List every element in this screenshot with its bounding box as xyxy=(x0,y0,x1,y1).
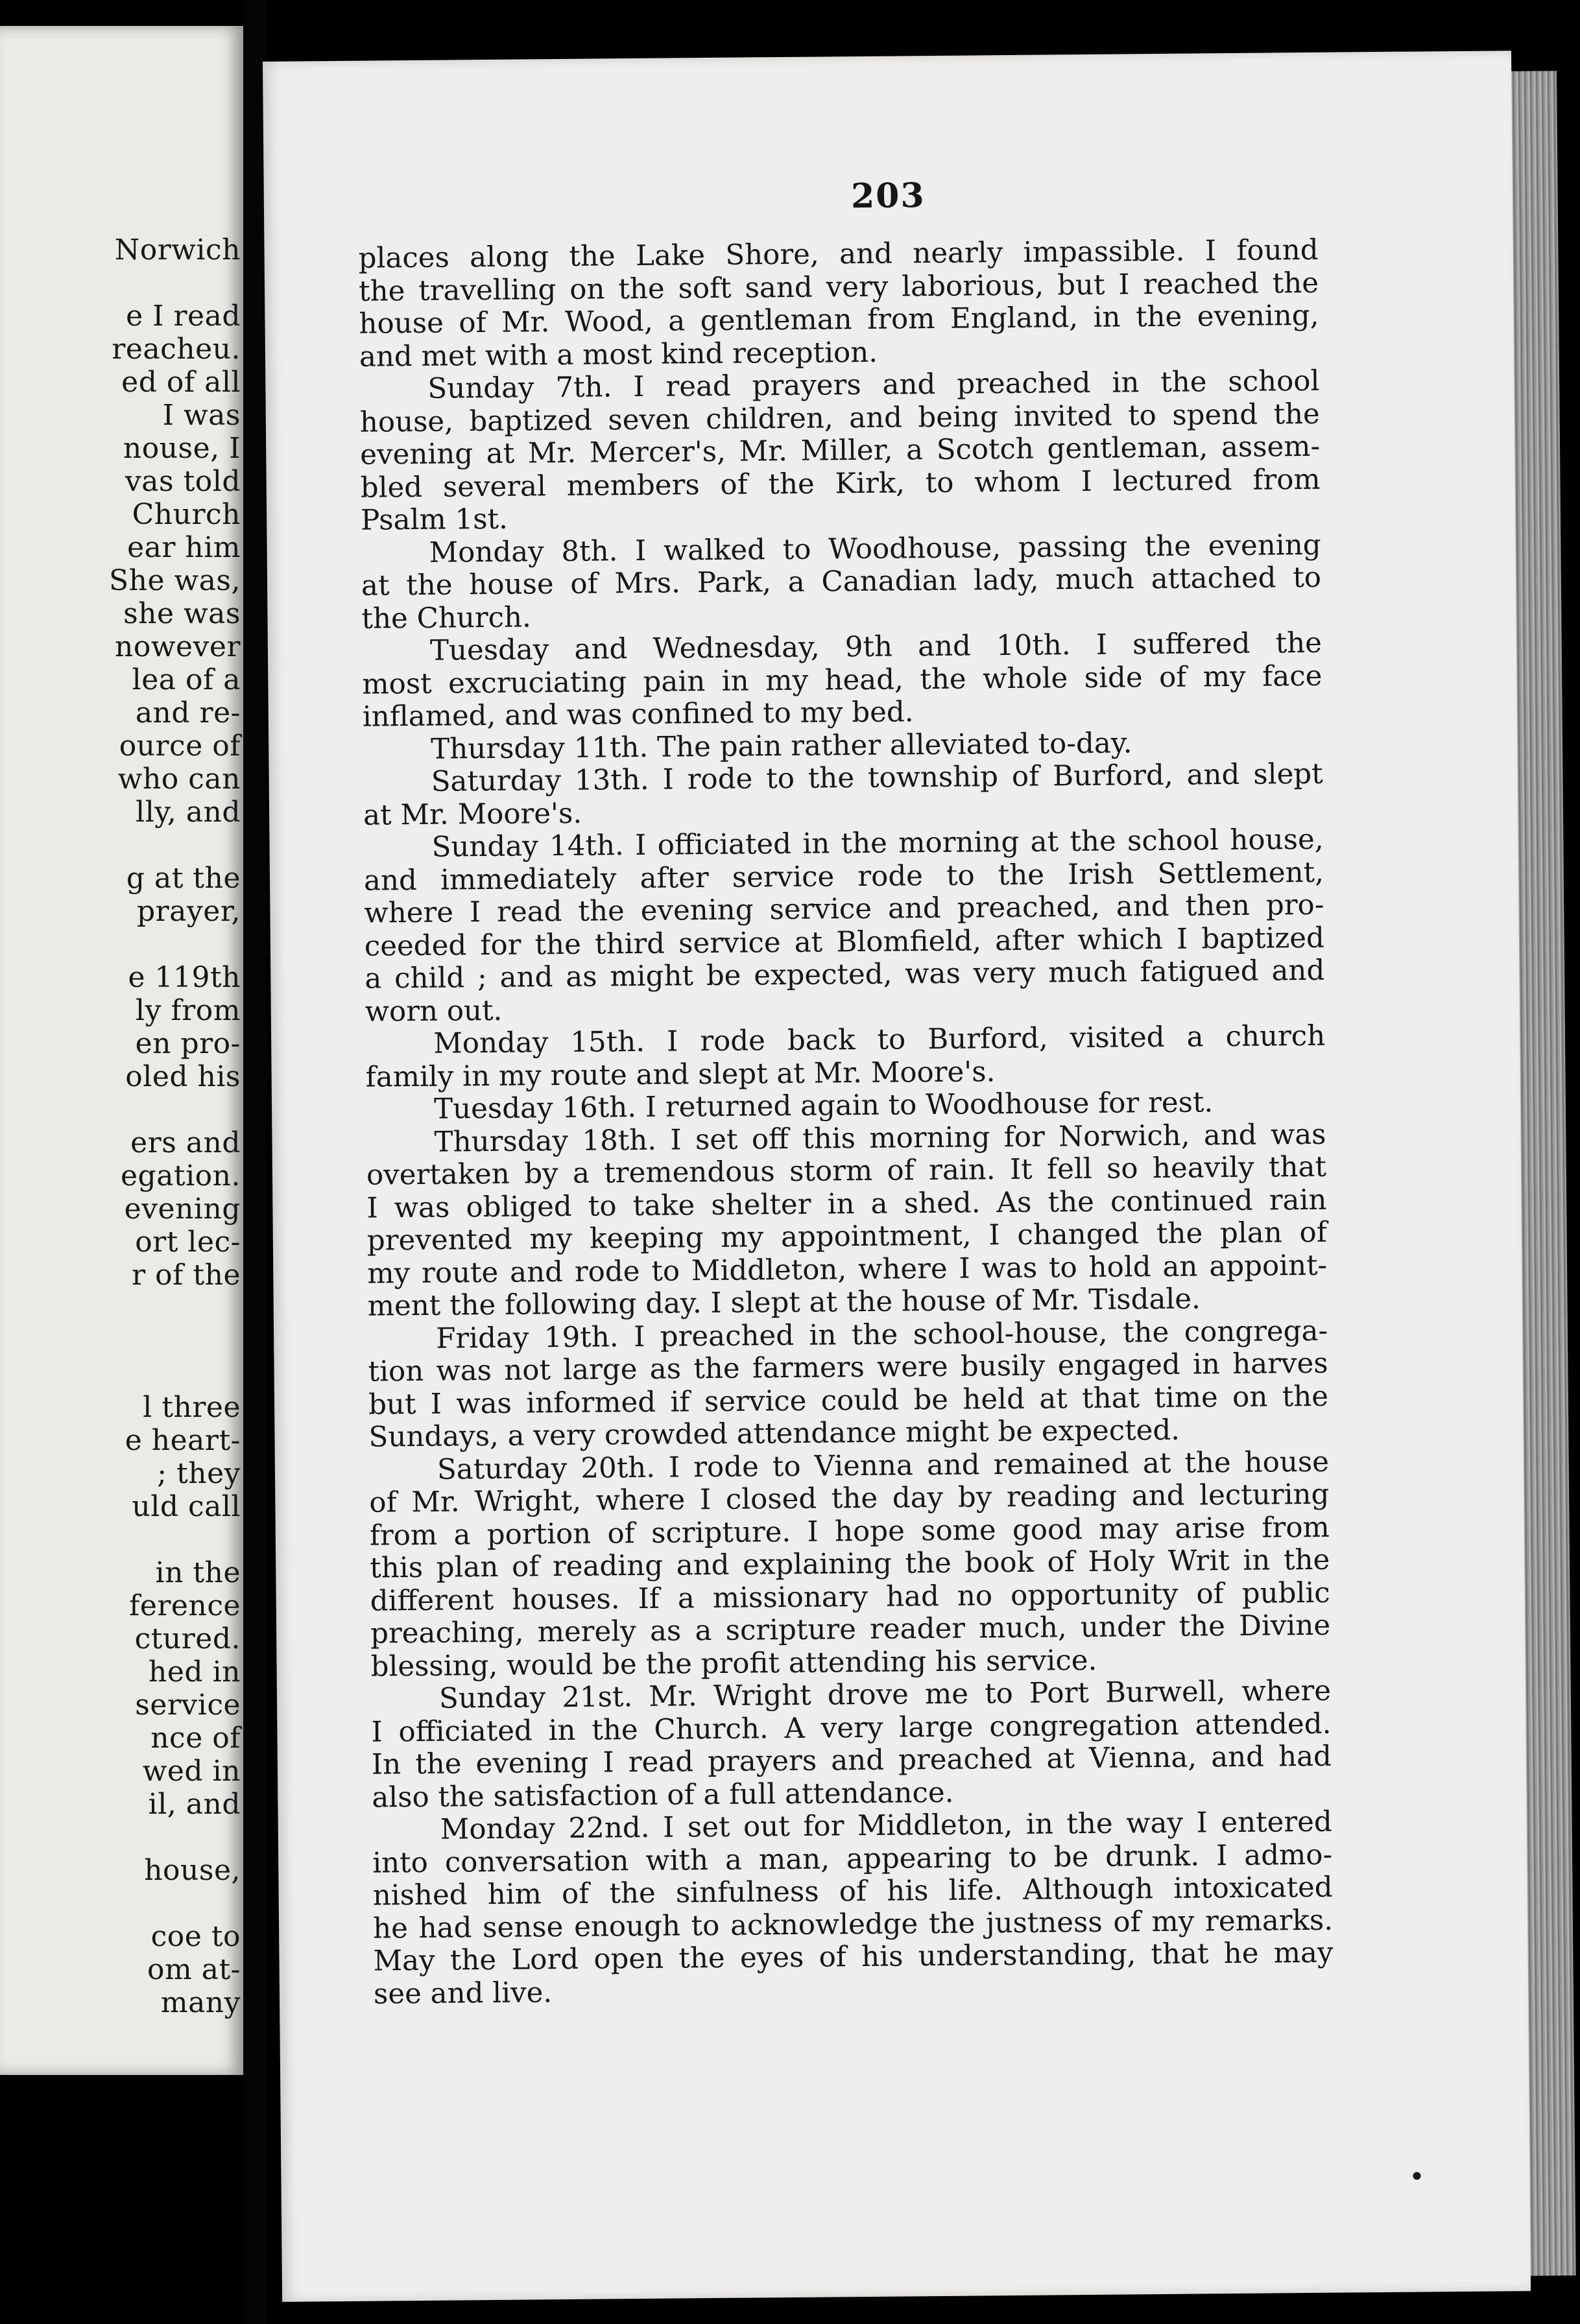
left-page-line xyxy=(0,1358,243,1391)
left-page-line: en pro- xyxy=(135,1027,241,1060)
left-page-line: nouse, I xyxy=(123,432,241,465)
left-page xyxy=(0,26,243,2075)
text-line: see and live. xyxy=(373,1976,553,2011)
text-line: worn out. xyxy=(365,994,503,1028)
text-line: at Mr. Moore's. xyxy=(363,797,582,832)
left-page-line: g at the xyxy=(126,862,241,895)
left-page-line: l three xyxy=(143,1391,241,1424)
text-line: places along the Lake Shore, and nearly impassible. I found xyxy=(358,233,1319,275)
left-page-line: egation. xyxy=(120,1159,241,1192)
left-page-line: r of the xyxy=(132,1259,241,1292)
left-page-line: she was xyxy=(123,597,241,630)
left-page-line: in the xyxy=(155,1556,241,1589)
left-page-line xyxy=(0,829,243,862)
left-page-line xyxy=(0,1325,243,1358)
left-page-line: many xyxy=(160,1986,241,2019)
left-page-line xyxy=(0,928,243,961)
text-line: also the satisfaction of a full attendance. xyxy=(372,1776,954,1814)
text-line: overtaken by a tremendous storm of rain. It fell so heavily that xyxy=(366,1150,1327,1192)
left-page-line: ource of xyxy=(119,729,241,763)
text-line: nished him of the sinfulness of his life. Although intoxicated xyxy=(372,1871,1333,1912)
left-page-line: lea of a xyxy=(132,663,241,696)
text-line: the Church. xyxy=(361,600,532,635)
left-page-line: who can xyxy=(117,763,241,796)
text-line: Tuesday 16th. I returned again to Woodhouse for rest. xyxy=(433,1086,1214,1126)
left-page-line: She was, xyxy=(109,564,241,597)
text-line: from a portion of scripture. I hope some good may arise from xyxy=(369,1511,1330,1552)
left-page-line xyxy=(0,1821,243,1854)
left-page-line: oled his xyxy=(125,1060,241,1093)
left-page-line: lly, and xyxy=(136,796,241,829)
book-gutter xyxy=(243,0,266,2324)
left-page-line: evening xyxy=(124,1192,241,1226)
text-line: where I read the evening service and preached, and then pro- xyxy=(364,888,1324,930)
text-line: most excruciating pain in my head, the whole side of my face xyxy=(362,659,1323,701)
left-page-line xyxy=(0,1292,243,1325)
text-line: Thursday 11th. The pain rather alleviated to-day. xyxy=(431,726,1132,766)
text-line: family in my route and slept at Mr. Moore's. xyxy=(365,1055,996,1094)
left-page-line: ; they xyxy=(157,1457,241,1490)
left-page-line: ly from xyxy=(136,994,241,1027)
text-line: Sunday 21st. Mr. Wright drove me to Port Burwell, where xyxy=(438,1674,1332,1715)
page-body-text xyxy=(358,234,1334,2011)
text-line: house of Mr. Wood, a gentleman from England, in the evening, xyxy=(359,299,1319,340)
left-page-line: nowever xyxy=(115,630,241,663)
text-line: a child ; and as might be expected, was very much fatigued and xyxy=(365,954,1325,995)
text-line: ceeded for the third service at Blomfield, after which I baptized xyxy=(364,921,1325,963)
text-line: preaching, merely as a scripture reader much, under the Divine xyxy=(370,1609,1331,1650)
text-line: of Mr. Wright, where I closed the day by reading and lecturing xyxy=(369,1478,1330,1519)
left-page-line: service xyxy=(135,1689,241,1722)
left-page-line: Church xyxy=(132,498,241,531)
text-line: Psalm 1st. xyxy=(360,503,509,537)
right-page xyxy=(263,51,1531,2302)
text-line: Monday 22nd. I set out for Middleton, in the way I entered xyxy=(440,1805,1332,1846)
text-line: Monday 8th. I walked to Woodhouse, passing the evening xyxy=(429,528,1321,569)
left-page-line: il, and xyxy=(148,1788,241,1821)
text-line: house, baptized seven children, and being invited to spend the xyxy=(359,397,1321,439)
text-line: he had sense enough to acknowledge the justness of my remarks. xyxy=(372,1904,1334,1945)
text-line: into conversation with a man, appearing to be drunk. I admo- xyxy=(372,1838,1333,1880)
left-page-line: I was xyxy=(162,399,241,432)
text-line: Friday 19th. I preached in the school-house, the congrega- xyxy=(435,1314,1328,1355)
text-line: In the evening I read prayers and preached at Vienna, and had xyxy=(371,1740,1332,1781)
text-line: but I was informed if service could be held at that time on the xyxy=(368,1380,1329,1421)
text-line: evening at Mr. Mercer's, Mr. Miller, a Scotch gentleman, assem- xyxy=(360,430,1321,471)
left-page-line xyxy=(0,1887,243,1920)
left-page-line: ort lec- xyxy=(135,1226,241,1259)
left-page-text xyxy=(0,233,243,2019)
left-page-line: and re- xyxy=(135,696,241,729)
text-line: blessing, would be the profit attending his service. xyxy=(370,1644,1097,1683)
left-page-line: wed in xyxy=(142,1755,241,1788)
left-page-line: e I read xyxy=(126,300,241,333)
text-line: prevented my keeping my appointment, I changed the plan of xyxy=(366,1216,1328,1257)
left-page-line: prayer, xyxy=(136,895,241,928)
left-page-line: e 119th xyxy=(128,961,241,994)
text-line: Sundays, a very crowded attendance might be expected. xyxy=(368,1414,1180,1454)
text-line: Tuesday and Wednesday, 9th and 10th. I suffered the xyxy=(429,626,1323,667)
text-line: Saturday 13th. I rode to the township of Burford, and slept xyxy=(431,757,1323,798)
text-line: at the house of Mrs. Park, a Canadian lady, much attached to xyxy=(361,561,1322,602)
text-line: inflamed, and was confined to my bed. xyxy=(362,696,914,733)
text-line: my route and rode to Middleton, where I was to hold an appoint- xyxy=(367,1249,1328,1290)
text-line: and immediately after service rode to the Irish Settlement, xyxy=(363,856,1324,897)
ink-speck xyxy=(1413,2172,1420,2180)
left-page-line: ers and xyxy=(130,1126,241,1159)
text-line: ment the following day. I slept at the house of Mr. Tisdale. xyxy=(367,1283,1201,1323)
left-page-line: e heart- xyxy=(125,1424,241,1457)
text-line: I was obliged to take shelter in a shed. As the continued rain xyxy=(366,1183,1327,1225)
left-page-line: ear him xyxy=(127,531,241,564)
text-line: May the Lord open the eyes of his understanding, that he may xyxy=(373,1936,1334,1978)
text-line: Sunday 14th. I officiated in the morning at the school house, xyxy=(431,823,1324,864)
text-line: and met with a most kind reception. xyxy=(359,336,878,374)
left-page-line: uld call xyxy=(132,1490,241,1523)
left-page-line: nce of xyxy=(150,1722,241,1755)
left-page-line: vas told xyxy=(125,465,241,498)
left-page-line: house, xyxy=(144,1854,241,1887)
left-page-line xyxy=(0,1523,243,1556)
text-line: different houses. If a missionary had no opportunity of public xyxy=(370,1576,1330,1618)
left-page-line: coe to xyxy=(150,1920,241,1953)
left-page-line xyxy=(0,1093,243,1126)
left-page-line: ference xyxy=(129,1589,241,1622)
text-line: Saturday 20th. I rode to Vienna and remained at the house xyxy=(437,1445,1330,1486)
left-page-line xyxy=(0,267,243,300)
left-page-line: reacheu. xyxy=(112,333,241,366)
text-line: the travelling on the soft sand very laborious, but I reached the xyxy=(358,267,1319,308)
left-page-line: om at- xyxy=(147,1953,241,1986)
left-page-line: ed of all xyxy=(121,366,241,399)
text-line: tion was not large as the farmers were busily engaged in harves xyxy=(368,1347,1328,1388)
page-number: 203 xyxy=(850,176,926,217)
text-line: this plan of reading and explaining the book of Holy Writ in the xyxy=(370,1543,1330,1585)
text-line: bled several members of the Kirk, to whom I lectured from xyxy=(360,463,1321,504)
text-line: Thursday 18th. I set off this morning for Norwich, and was xyxy=(434,1118,1326,1159)
text-line: Sunday 7th. I read prayers and preached in the school xyxy=(427,364,1320,405)
left-page-line: Norwich xyxy=(114,233,241,267)
left-page-line: hed in xyxy=(149,1655,241,1689)
text-line: I officiated in the Church. A very large congregation attended. xyxy=(371,1707,1332,1749)
left-page-line: ctured. xyxy=(134,1622,241,1655)
text-line: Monday 15th. I rode back to Burford, visited a church xyxy=(433,1019,1326,1060)
